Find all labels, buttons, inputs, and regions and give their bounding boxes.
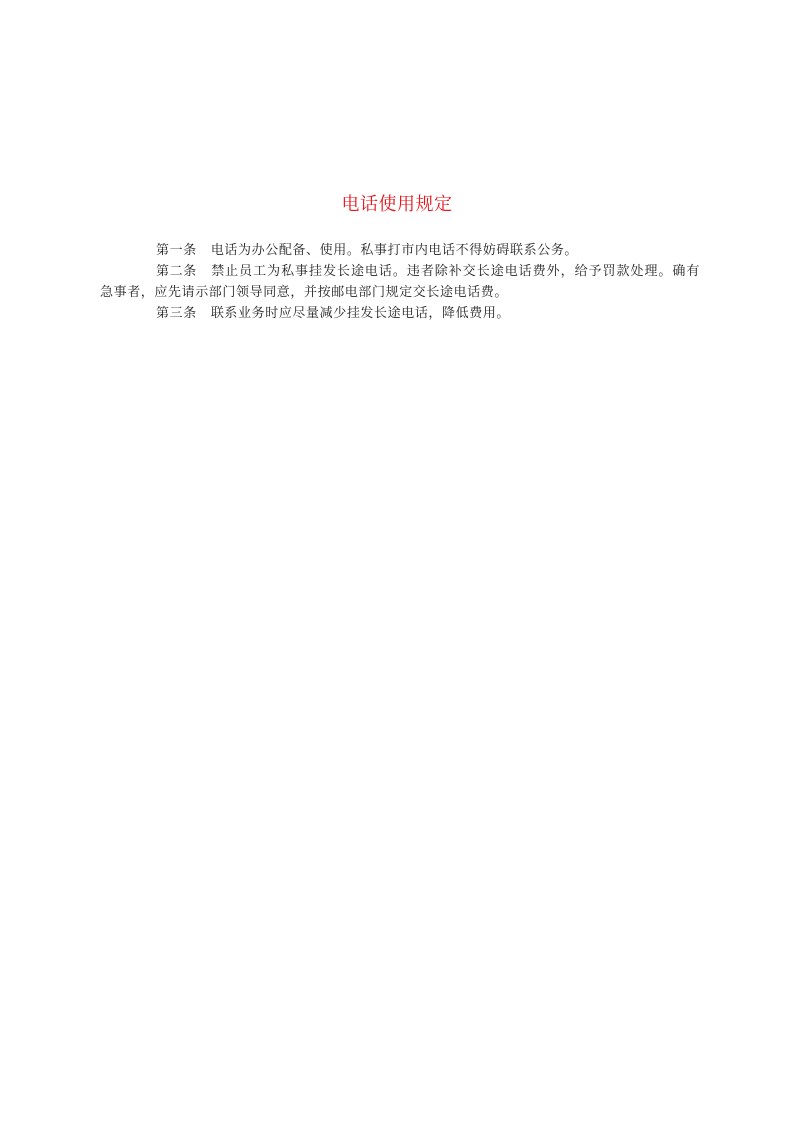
document-body: [100, 240, 700, 324]
document-title: 电话使用规定: [341, 194, 453, 215]
article-number: 第二条: [156, 264, 197, 279]
article-3: [100, 303, 700, 324]
article-2: [100, 261, 700, 303]
article-text: 禁止员工为私事挂发长途电话。违者除补交长途电话费外，给予罚款处理。确有急事者，应先请示部门领导同意，并按邮电部门规定交长途电话费。: [100, 264, 700, 300]
article-number: 第一条: [156, 243, 197, 258]
article-text: 联系业务时应尽量减少挂发长途电话，降低费用。: [210, 306, 511, 321]
article-text: 电话为办公配备、使用。私事打市内电话不得妨碍联系公务。: [210, 243, 579, 258]
article-1: [100, 240, 700, 261]
article-number: 第三条: [156, 306, 197, 321]
